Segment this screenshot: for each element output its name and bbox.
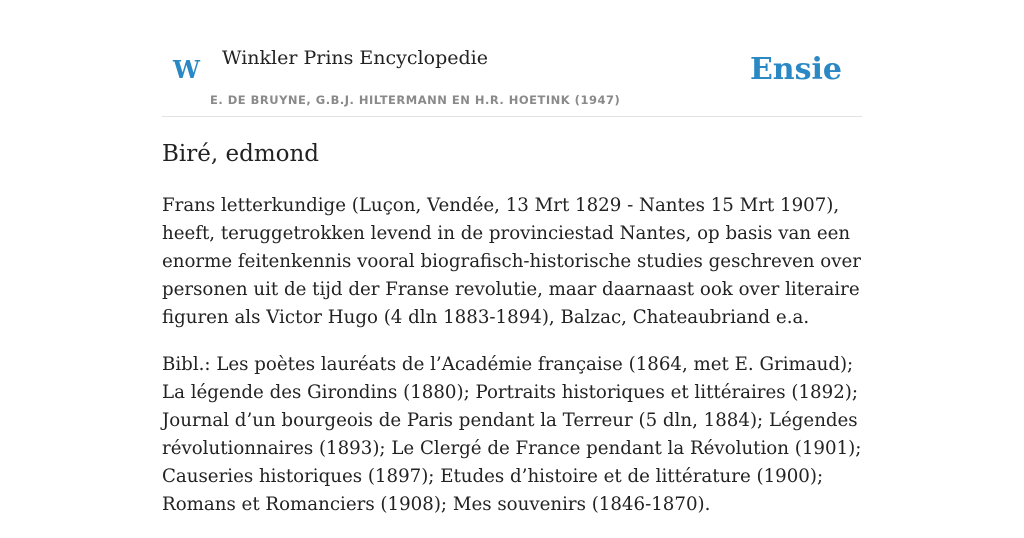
winkler-prins-logo-icon[interactable]: W: [173, 55, 200, 84]
article-title: Biré, edmond: [162, 141, 320, 167]
bibliography-paragraph: Bibl.: Les poètes lauréats de l’Académie française (1864, met E. Grimaud); La légende des Girondins (1880); Portraits historiques et littéraires (1892); Journal d’un bourgeois de Paris pendant la Terreur (5 dln, 1884); Légendes révolutionnaires (1893); Le Clergé de France pendant la Révolution (1901); Causeries historiques (1897); Etudes d’histoire et de littérature (1900); Romans et Romanciers (1908); Mes souvenirs (1846-1870).: [162, 354, 862, 515]
encyclopedia-title[interactable]: Winkler Prins Encyclopedie: [222, 47, 488, 69]
page: [162, 0, 862, 515]
article-body: [162, 192, 862, 538]
site-header: [162, 0, 862, 117]
article-paragraph: Frans letterkundige (Luçon, Vendée, 13 Mrt 1829 - Nantes 15 Mrt 1907), heeft, teruggetrokken levend in de provinciestad Nantes, op basis van een enorme feitenkennis vooral biografisch-historische studies geschreven over personen uit de tijd der Franse revolutie, maar daarnaast ook over literaire figuren als Victor Hugo (4 dln 1883-1894), Balzac, Chateaubriand e.a.: [162, 195, 861, 328]
encyclopedia-authors: E. DE BRUYNE, G.B.J. HILTERMANN EN H.R. HOETINK (1947): [210, 93, 621, 107]
ensie-logo[interactable]: Ensie: [749, 52, 842, 87]
